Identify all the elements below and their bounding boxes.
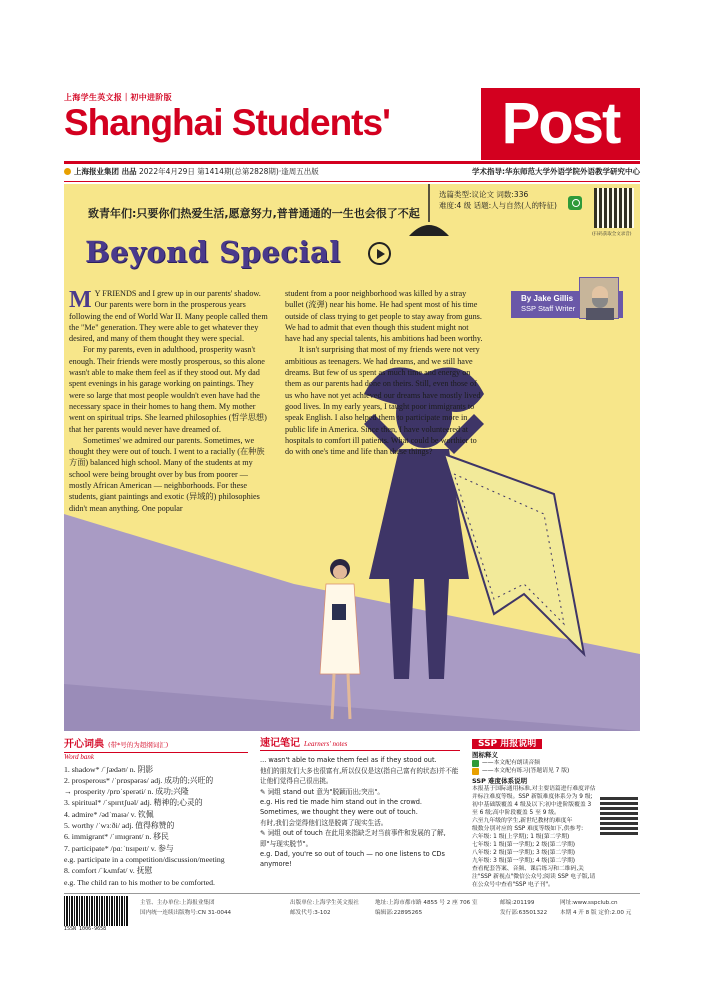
word-bank-title: 开心词典: [64, 739, 104, 750]
audio-legend: ——本文配有朗读音频: [482, 760, 540, 766]
article-subtitle: 致青年们:只要你们热爱生活,愿意努力,普普通通的一生也会很了不起: [88, 207, 420, 220]
footer-cn: 国内统一连续出版物号:CN 31-0044: [140, 910, 232, 916]
ln-list-item: ✎ 词组 stand out 意为"脱颖而出;突出"。: [260, 787, 384, 796]
issue-line: [64, 166, 640, 177]
barcode-number: ISSN 1006-9658: [64, 926, 107, 932]
ssp-list-item: 级数分别对应的 SSP 难度等级如下,供参考:: [472, 826, 584, 832]
footer-publisher: 出版单位:上海学生英文报社: [290, 900, 360, 906]
article-title: Beyond Special: [85, 235, 341, 269]
exercise-legend: ——本文配有练习(答题请见 7 版): [482, 768, 570, 774]
paragraph-2: For my parents, even in adulthood, prosperity wasn't enough. Their friends were mostly prosperous, so this alone wasn't able to make them feel as if they stood out. My dad spent evenings in his garage working on paintings. They were so large that most people wouldn't even have had the necessary space in their homes to hang them. My mother went on spiritual trips. She learned philosophies (哲学思想) that her parents would never have dreamed of.: [69, 345, 267, 434]
wb-list-item: 6. immigrant* /ˈɪmɪɡrənt/ n. 移民: [64, 832, 169, 842]
word-bank-note: (带*号的为超纲词汇): [108, 741, 169, 749]
article-area: [64, 184, 640, 731]
article-meta: [439, 189, 557, 211]
exercise-legend-icon: [472, 768, 479, 775]
ln-list-item: e.g. His red tie made him stand out in the crowd.: [260, 798, 422, 807]
paragraph-4: student from a poor neighborhood was killed by a stray bullet (流弹) near his home. He had spent most of his time outside of class trying to get people to stay away from guns. We had to admit that even though this student might not have had any special talents, his ambitions had been worthy.: [285, 289, 483, 344]
paragraph-1: M Y FRIENDS and I grew up in our parents' shadow. Our parents were born in the prosperous years following the end of World War II. Many people called them the "Me" generation. They were able to get whatever they desired, and many of them thought they were special.: [69, 287, 268, 344]
masthead-rule: [64, 161, 640, 164]
footer-tel: 编辑部:22895265: [375, 910, 423, 916]
wb-list-item: 3. spiritual* /ˈspɪrɪtʃuəl/ adj. 精神的;心灵的: [64, 798, 203, 808]
wb-list-item: e.g. The child ran to his mother to be comforted.: [64, 877, 215, 887]
wb-list-item: e.g. participate in a competition/discussion/meeting: [64, 854, 225, 864]
footer-website: 网址:www.sspclub.cn: [560, 900, 618, 906]
masthead-title: Shanghai Students': [64, 102, 390, 143]
word-bank-subtitle: Word bank: [64, 753, 95, 762]
byline-role: SSP Staff Writer: [521, 304, 576, 313]
footer-col-2: [290, 898, 359, 918]
edition-tagline: 上海学生英文报｜初中进阶版: [64, 93, 172, 102]
article-column-2: [285, 288, 483, 457]
issue-rule: [64, 181, 640, 182]
publisher-logo-icon: [64, 168, 71, 175]
dropcap: M: [69, 287, 92, 313]
wb-list-item: → prosperity /prɒˈsperəti/ n. 成功;兴隆: [64, 787, 189, 797]
audio-legend-icon: [472, 760, 479, 767]
wb-list-item: 7. participate* /pɑːˈtɪsɪpeɪt/ v. 参与: [64, 843, 174, 853]
article-meta-line2: 难度:4 级 话题:人与自然(人的特征): [439, 201, 557, 210]
wb-list-item: 4. admire* /ədˈmaɪə/ v. 钦佩: [64, 809, 154, 819]
ssp-qr-code-icon[interactable]: [600, 797, 638, 835]
issue-date: 2022年4月29日 第1414期(总第2828期)·逢周五出版: [139, 167, 319, 176]
ssp-guide-panel: [472, 739, 640, 889]
ln-list-item: e.g. Dad, you're so out of touch — no one listens to CDs anymore!: [260, 850, 445, 869]
academic-guidance: 学术指导:华东师范大学外语学院外语教学研究中心: [472, 167, 640, 176]
audio-icon[interactable]: [568, 196, 582, 210]
learners-notes-title: 速记笔记: [260, 738, 300, 749]
ssp-text: [472, 785, 596, 889]
publisher: 上海报业集团 出品: [74, 167, 137, 176]
footer-col-5: [560, 898, 631, 918]
word-bank-list: [64, 764, 248, 888]
byline-name: By Jake Gillis: [521, 294, 574, 303]
wb-list-item: 5. worthy /ˈwɜːði/ adj. 值得称赞的: [64, 821, 175, 831]
ssp-list-item: 六至九年级的学生,新世纪教材的难度年: [472, 818, 573, 824]
qr-code-icon[interactable]: [594, 188, 634, 228]
footer-sponsor: 主管、主办单位:上海报业集团: [140, 900, 215, 906]
ssp-list-item: 九年级: 3 级(第一学期); 4 级(第二学期): [472, 858, 576, 864]
footer-col-3: [375, 898, 478, 918]
qr-caption: (扫码获取全文录音): [592, 232, 632, 237]
system-label: SSP 难度体系说明: [472, 777, 528, 785]
ssp-guide-title: SSP 用报说明: [472, 739, 542, 749]
ln-list-item: Sometimes, we thought they were out of touch.: [260, 808, 418, 817]
ssp-list-item: 六年级: 1 级(上学期); 1 级(第二学期): [472, 834, 570, 840]
paragraph-5: It isn't surprising that most of my friends were not very ambitious as teenagers. We had dreams, and we still have dreams. But few of us spent as much time and energy on them as our parents had done on theirs. Still, even those of us who have not yet achieved our dreams have mostly lived good lives. In my early years, I taught poor immigrants to speak English. I also helped them to participate more in public life in America. Since then, I have volunteered at hospitals to comfort ill patients. What could be worthier to do with one's time and life than these things?: [285, 345, 481, 457]
footer-pages: 本期 4 开 8 版: [560, 910, 597, 916]
barcode: [64, 896, 128, 926]
ssp-list-item: 本报基于国际通用标准,对主要语篇进行难度评估并标注难度等级。SSP 新版难度体系分为 9 级;初中基础版覆盖 4 级及以下;初中进阶版覆盖 3 至 6 级;高中阶段覆盖 5 至 9 级。: [472, 786, 596, 816]
wb-list-item: 2. prosperous* /ˈprɒspərəs/ adj. 成功的;兴旺的: [64, 775, 214, 785]
footer-address: 地址:上海市都市路 4855 号 2 座 706 室: [375, 900, 478, 906]
icons-label: 图标释义: [472, 751, 498, 759]
wb-list-item: 1. shadow* /ˈʃædəʊ/ n. 阴影: [64, 764, 154, 774]
ln-list-item: ✎ 词组 out of touch 在此用来指缺乏对当前事件和发展的了解,即"与现实脱节"。: [260, 829, 446, 848]
footer-post-code: 邮发代号:3-102: [290, 910, 331, 916]
play-icon[interactable]: [368, 242, 391, 265]
ln-list-item: 他们的朋友们大多也很富有,所以仅仅是这(指自己富有的状态)并不能让他们觉得自己很出挑。: [260, 766, 459, 786]
footer-col-4: [500, 898, 547, 918]
ln-list-item: 有时,我们会觉得他们这是脱离了现实生活。: [260, 818, 388, 827]
ln-list-item: ... wasn't able to make them feel as if they stood out.: [260, 756, 437, 765]
article-meta-line1: 选篇类型:议论文 词数:336: [439, 190, 529, 199]
ssp-list-item: 查看配套答案、音频、课后练习和二维码,关注"SSP 新视点"微信公众号;阅读 SSP 电子版,请在公众号中查看"SSP 电子刊"。: [472, 866, 596, 888]
footer-col-1: [140, 898, 231, 918]
ssp-list-item: 七年级: 1 级(第一学期); 2 级(第二学期): [472, 842, 576, 848]
paragraph-3: Sometimes' we admired our parents. Sometimes, we thought they were out of touch. I went to a racially (在种族方面) balanced high school. Many of the students at my school were being brought over by bus from poorer — mostly African American — neighborhoods. For these students, giant paintings and exotic (异域的) philosophies didn't mean anything. One popular: [69, 435, 265, 513]
word-bank-panel: [64, 739, 248, 889]
footer-price: 定价:2.00 元: [598, 910, 632, 916]
ssp-list-item: 八年级: 2 级(第一学期); 3 级(第二学期): [472, 850, 576, 856]
learners-notes-list: [260, 755, 460, 869]
wb-list-item: 8. comfort /ˈkʌmfət/ v. 抚慰: [64, 866, 153, 876]
footer-rule: [64, 893, 640, 894]
author-avatar: [579, 277, 619, 319]
footer-postcode: 邮编:201199: [500, 900, 535, 906]
masthead-post-box: Post: [481, 88, 640, 160]
article-column-1: [69, 288, 270, 514]
footer-dist: 发行部:63501322: [500, 910, 548, 916]
learners-notes-subtitle: Learners' notes: [304, 740, 348, 748]
learners-notes-panel: [260, 739, 460, 889]
